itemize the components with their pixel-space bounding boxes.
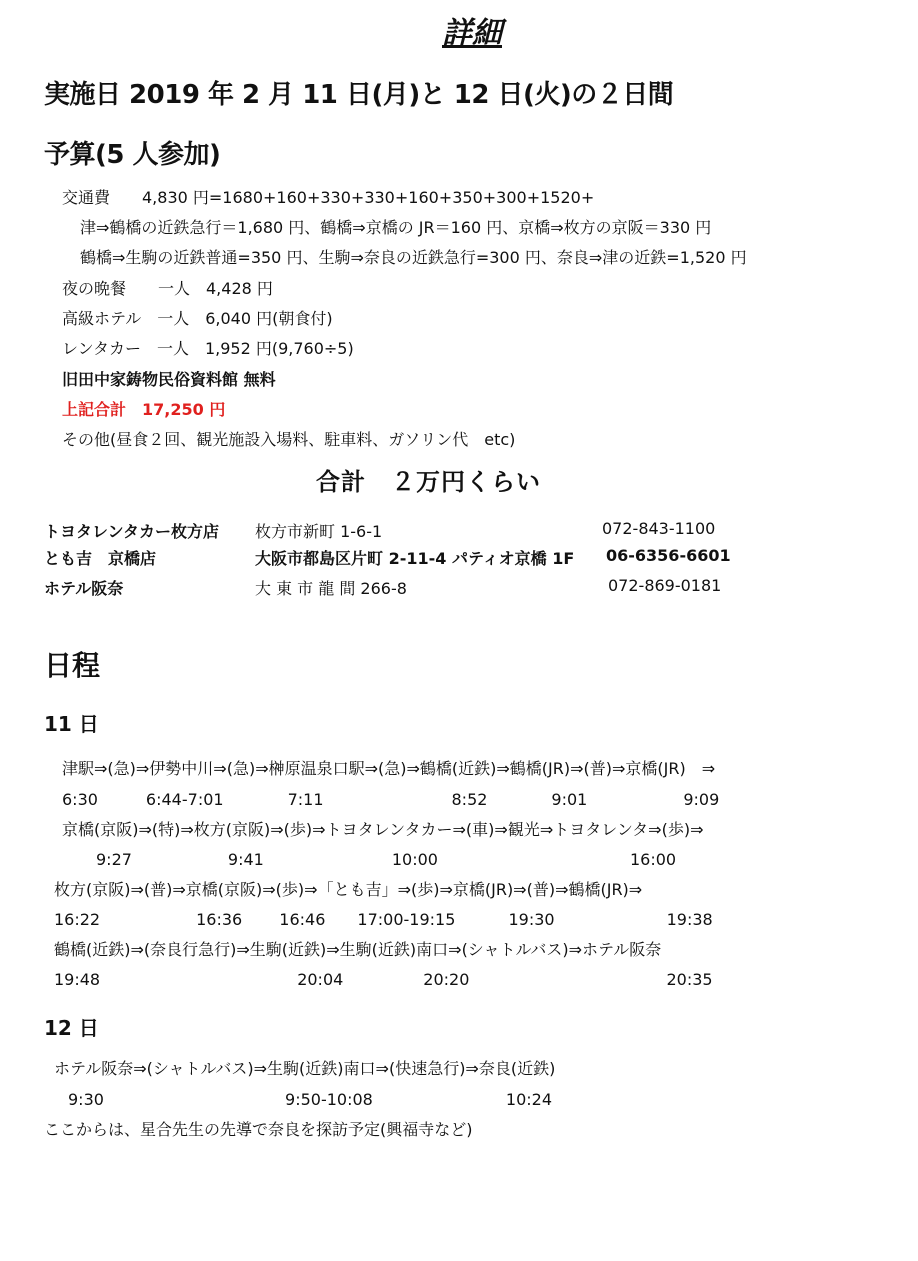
day2-label: 12 日	[44, 1016, 99, 1040]
budget-transport-detail-2: 鶴橋⇒生駒の近鉄普通=350 円、生駒⇒奈良の近鉄急行=300 円、奈良⇒津の近鉄=1,520 円	[80, 248, 747, 267]
day1-label: 11 日	[44, 712, 99, 736]
budget-rental-car: レンタカー 一人 1,952 円(9,760÷5)	[62, 339, 354, 358]
budget-dinner: 夜の晩餐 一人 4,428 円	[62, 279, 273, 298]
budget-transport-detail-1: 津⇒鶴橋の近鉄急行＝1,680 円、鶴橋⇒京橋の JR＝160 円、京橋⇒枚方の京阪＝330 円	[80, 218, 712, 237]
budget-museum: 旧田中家鋳物民俗資料館 無料	[62, 370, 276, 389]
day1-route-line: 津駅⇒(急)⇒伊勢中川⇒(急)⇒榊原温泉口駅⇒(急)⇒鶴橋(近鉄)⇒鶴橋(JR)⇒(普)⇒京橋(JR) ⇒	[62, 759, 716, 778]
day2-time-line: 9:30 9:50-10:08 10:24	[68, 1090, 553, 1109]
contact-name: トヨタレンタカー枚方店	[44, 522, 219, 541]
contact-phone: 072-869-0181	[608, 576, 722, 595]
budget-hotel: 高級ホテル 一人 6,040 円(朝食付)	[62, 309, 333, 328]
day1-time-line: 9:27 9:41 10:00 16:00	[96, 850, 677, 869]
contact-address: 大阪市都島区片町 2-11-4 パティオ京橋 1F	[255, 549, 575, 568]
day1-route-line: 枚方(京阪)⇒(普)⇒京橋(京阪)⇒(歩)⇒「とも吉」⇒(歩)⇒京橋(JR)⇒(普)⇒鶴橋(JR)⇒	[54, 880, 643, 899]
day1-time-line: 6:30 6:44-7:01 7:11 8:52 9:01 9:09	[62, 790, 720, 809]
budget-heading: 予算(5 人参加)	[44, 140, 221, 170]
day2-route-line: ホテル阪奈⇒(シャトルバス)⇒生駒(近鉄)南口⇒(快速急行)⇒奈良(近鉄)	[54, 1059, 556, 1078]
contact-address: 枚方市新町 1-6-1	[255, 522, 383, 541]
day2-note: ここからは、星合先生の先導で奈良を探訪予定(興福寺など)	[44, 1120, 473, 1139]
contact-phone: 06-6356-6601	[606, 546, 731, 565]
contact-name: ホテル阪奈	[44, 579, 124, 598]
schedule-heading: 日程	[44, 649, 101, 682]
grand-total: 合計 ２万円くらい	[316, 468, 541, 496]
day1-time-line: 16:22 16:36 16:46 17:00-19:15 19:30 19:38	[54, 910, 713, 929]
contact-name: とも吉 京橋店	[44, 549, 157, 568]
contact-phone: 072-843-1100	[602, 519, 716, 538]
page-title: 詳細	[442, 16, 502, 51]
budget-subtotal: 上記合計 17,250 円	[62, 400, 226, 419]
day1-route-line: 鶴橋(近鉄)⇒(奈良行急行)⇒生駒(近鉄)⇒生駒(近鉄)南口⇒(シャトルバス)⇒ホテル阪奈	[54, 940, 662, 959]
budget-other: その他(昼食２回、観光施設入場料、駐車料、ガソリン代 etc)	[62, 430, 516, 449]
budget-transport: 交通費 4,830 円=1680+160+330+330+160+350+300+1520+	[62, 188, 595, 207]
day1-time-line: 19:48 20:04 20:20 20:35	[54, 970, 713, 989]
contact-address: 大 東 市 龍 間 266-8	[255, 579, 407, 598]
event-date-line: 実施日 2019 年 2 月 11 日(月)と 12 日(火)の２日間	[44, 80, 674, 110]
day1-route-line: 京橋(京阪)⇒(特)⇒枚方(京阪)⇒(歩)⇒トヨタレンタカー⇒(車)⇒観光⇒トヨタレンタ⇒(歩)⇒	[62, 820, 704, 839]
